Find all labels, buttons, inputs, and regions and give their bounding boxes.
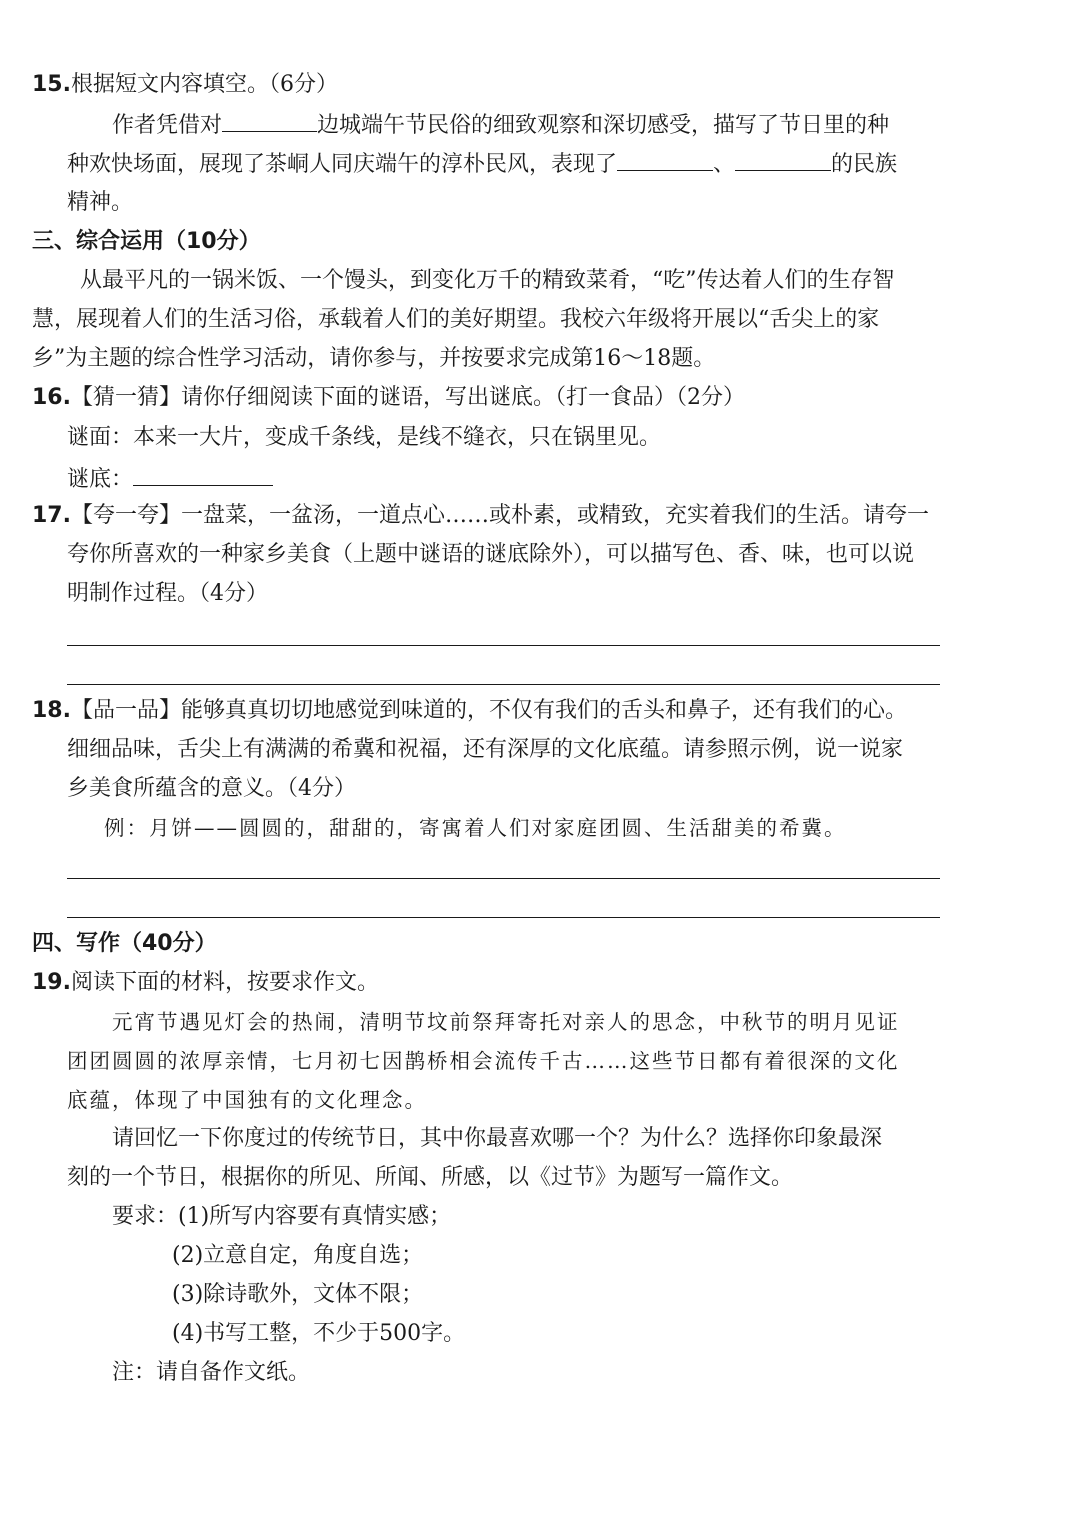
q15-text-c: 种欢快场面，展现了茶峒人同庆端午的淳朴民风，表现了 [67,152,618,177]
q18-line-2: 细细品味，舌尖上有满满的希冀和祝福，还有深厚的文化底蕴。请参照示例，说一说家 [67,737,904,762]
section-3-intro-1: 从最平凡的一锅米饭、一个馒头，到变化万千的精致菜肴，“吃”传达着人们的生存智 [80,268,895,293]
q19-prompt-2: 刻的一个节日，根据你的所见、所闻、所感，以《过节》为题写一篇作文。 [67,1165,794,1190]
q15-blank-3[interactable] [735,148,831,171]
q17-number: 17. [32,503,71,528]
q18-answer-line-1[interactable] [67,878,940,879]
section-3-heading: 三、综合运用（10分） [32,229,261,254]
q15-line-2 [67,148,897,180]
q19-requirement-1-text: (1)所写内容要有真情实感； [178,1204,452,1229]
q19-material-3: 底蕴，体现了中国独有的文化理念。 [67,1088,427,1112]
q18-number: 18. [32,698,71,723]
q19-material-1: 元宵节遇见灯会的热闹，清明节坟前祭拜寄托对亲人的思念，中秋节的明月见证 [112,1010,900,1034]
section-4-heading: 四、写作（40分） [32,931,217,956]
q18-example: 例：月饼——圆圆的，甜甜的，寄寓着人们对家庭团圆、生活甜美的希冀。 [104,816,847,840]
q18-answer-line-2[interactable] [67,917,940,918]
q15-text-a: 作者凭借对 [112,113,223,138]
q19-requirement-label: 要求： [112,1204,179,1229]
section-3-intro-2: 慧，展现着人们的生活习俗，承载着人们的美好期望。我校六年级将开展以“舌尖上的家 [32,307,880,332]
q16-number: 16. [32,385,71,410]
section-3-intro-3: 乡”为主题的综合性学习活动，请你参与，并按要求完成第16～18题。 [32,346,716,371]
q19-requirement-1 [112,1202,451,1232]
q15-line-3 [67,188,133,218]
q19-note: 注：请自备作文纸。 [112,1360,311,1385]
q18-text-1: 【品一品】能够真真切切地感觉到味道的，不仅有我们的舌头和鼻子，还有我们的心。 [70,698,907,723]
q15-text-b: 边城端午节民俗的细致观察和深切感受，描写了节日里的种 [317,113,890,138]
q17-answer-line-2[interactable] [67,684,940,685]
q15-line-1 [112,109,889,141]
q16-answer-label: 谜底： [67,467,134,492]
q17-line-2: 夸你所喜欢的一种家乡美食（上题中谜语的谜底除外），可以描写色、香、味，也可以说 [67,542,915,567]
q19-prompt-1: 请回忆一下你度过的传统节日，其中你最喜欢哪一个？为什么？选择你印象最深 [112,1126,883,1151]
q18-line-1 [32,696,907,726]
q17-text-1: 【夸一夸】一盘菜，一盆汤，一道点心……或朴素，或精致，充实着我们的生活。请夸一 [70,503,929,528]
q19-title: 阅读下面的材料，按要求作文。 [70,970,379,995]
q16-title: 【猜一猜】请你仔细阅读下面的谜语，写出谜底。（打一食品）（2分） [70,385,745,410]
q16-riddle: 谜面：本来一大片，变成千条线，是线不缝衣，只在锅里见。 [67,425,662,450]
q16-answer-blank[interactable] [133,463,273,486]
q15-text-d: 的民族 [831,152,898,177]
q19-requirement-3: (3)除诗歌外，文体不限； [172,1282,424,1307]
q17-answer-line-1[interactable] [67,645,940,646]
q19-title-line [32,968,379,998]
q19-requirement-4: (4)书写工整，不少于500字。 [172,1321,466,1346]
q19-requirement-2: (2)立意自定，角度自选； [172,1243,424,1268]
q15-blank-2[interactable] [617,148,713,171]
q15-separator: 、 [713,152,736,177]
q16-title-line [32,383,745,413]
q18-line-3: 乡美食所蕴含的意义。（4分） [67,776,356,801]
q16-answer-line [67,463,273,495]
q15-number: 15. [32,72,71,97]
q15-title-line [32,70,338,100]
q15-title: 根据短文内容填空。（6分） [70,72,338,97]
q17-line-3: 明制作过程。（4分） [67,581,268,606]
q19-number: 19. [32,970,71,995]
q15-blank-1[interactable] [222,109,317,132]
q15-text-e: 精神。 [67,190,134,215]
q17-line-1 [32,501,929,531]
q19-material-2: 团团圆圆的浓厚亲情，七月初七因鹊桥相会流传千古……这些节日都有着很深的文化 [67,1049,900,1073]
